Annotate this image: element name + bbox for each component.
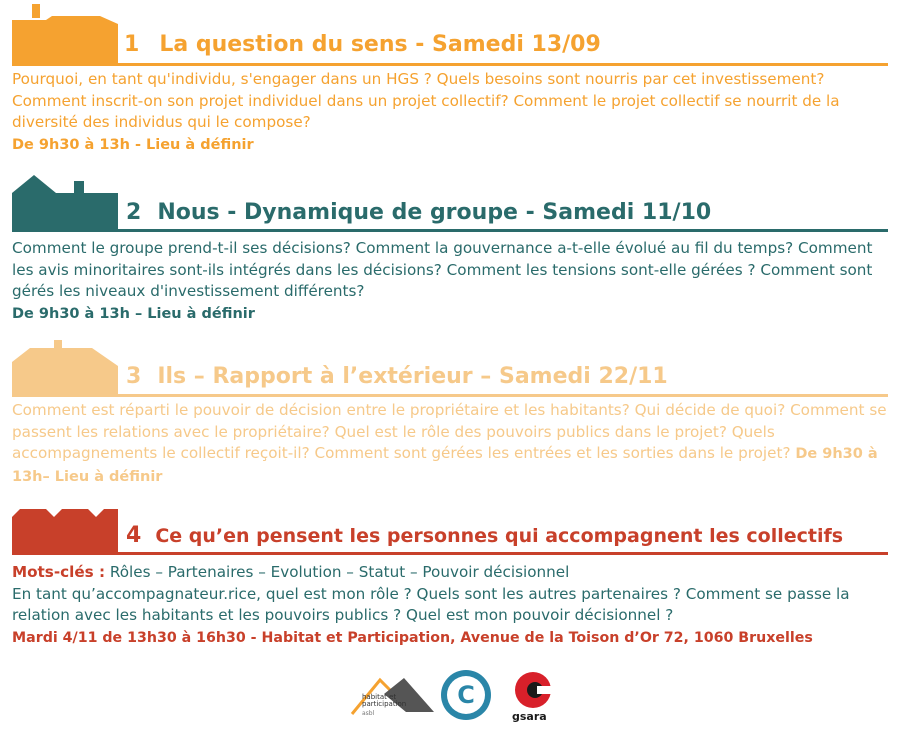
section-4-heading (126, 523, 843, 548)
section-3-description: Comment est réparti le pouvoir de décision entre le propriétaire et les habitants? Qui décide de quoi? Comment se passent les relations avec le propriétaire? Quel est le rôle des pouvoirs publics dans le projet? Quels accompagnements le collectif reçoit-il? Comment sont gérées les entrées et les sorties dans le projet? (12, 401, 887, 462)
section-4-title: Ce qu’en pensent les personnes qui accompagnent les collectifs (155, 525, 844, 547)
section-4-keywords: Rôles – Partenaires – Evolution – Statut – Pouvoir décisionnel (105, 563, 570, 581)
gsara-logo-text: gsara (512, 710, 547, 723)
section-2-body (12, 238, 887, 325)
section-4-description: En tant qu’accompagnateur.rice, quel est mon rôle ? Quels sont les autres partenaires ? Comment se passe la relation avec les habitants et les pouvoirs publics ? Quel est mon pouvoir décisionnel ? (12, 584, 850, 624)
section-4-body (12, 562, 887, 649)
partner-logos (0, 670, 900, 730)
house-icon (12, 4, 118, 66)
section-1-rule (12, 63, 888, 66)
section-4-number: 4 (126, 523, 142, 548)
house-icon (12, 173, 118, 231)
section-4-rule (12, 552, 888, 555)
section-1-heading (124, 32, 601, 57)
section-3-schedule: De 9h30 à 13h– Lieu à définir (12, 446, 878, 485)
gsara-logo (508, 670, 558, 728)
section-2-title: Nous - Dynamique de groupe - Samedi 11/10 (157, 200, 712, 225)
house-icon (12, 505, 118, 553)
section-2-description: Comment le groupe prend-t-il ses décisions? Comment la gouvernance a-t-elle évolué au fil du temps? Comment les avis minoritaires sont-ils intégrés dans les décisions? Comment les tensions sont-elle gérées ? Comment sont gérés les niveaux d'investissement différents? (12, 239, 873, 300)
section-3-number: 3 (126, 364, 142, 389)
c-logo (441, 670, 491, 720)
section-1-body (12, 69, 887, 156)
house-icon (12, 340, 118, 396)
section-2-rule (12, 229, 888, 232)
section-2-schedule: De 9h30 à 13h – Lieu à définir (12, 305, 255, 322)
section-3-title: Ils – Rapport à l’extérieur – Samedi 22/11 (157, 364, 668, 389)
section-2-number: 2 (126, 200, 142, 225)
section-3-rule (12, 394, 888, 397)
section-4-keywords-label: Mots-clés : (12, 563, 106, 581)
section-1-description: Pourquoi, en tant qu'individu, s'engager dans un HGS ? Quels besoins sont nourris par cet investissement? Comment inscrit-on son projet individuel dans un projet collectif? Comment le projet collectif se nourrit de la diversité des individus qui le compose? (12, 70, 840, 131)
section-3-heading (126, 364, 668, 389)
habitat-logo-sub: asbl (362, 710, 375, 717)
section-3-body (12, 400, 887, 488)
habitat-participation-logo (346, 670, 436, 720)
section-1-title: La question du sens - Samedi 13/09 (159, 32, 601, 57)
habitat-logo-text: habitat et participation (362, 693, 407, 708)
section-1-schedule: De 9h30 à 13h - Lieu à définir (12, 136, 254, 153)
c-logo-letter: C (457, 681, 475, 709)
section-2-heading (126, 200, 711, 225)
circle-icon (511, 670, 555, 710)
section-4-schedule: Mardi 4/11 de 13h30 à 16h30 - Habitat et Participation, Avenue de la Toison d’Or 72, 1060 Bruxelles (12, 629, 813, 646)
section-1-number: 1 (124, 32, 140, 57)
